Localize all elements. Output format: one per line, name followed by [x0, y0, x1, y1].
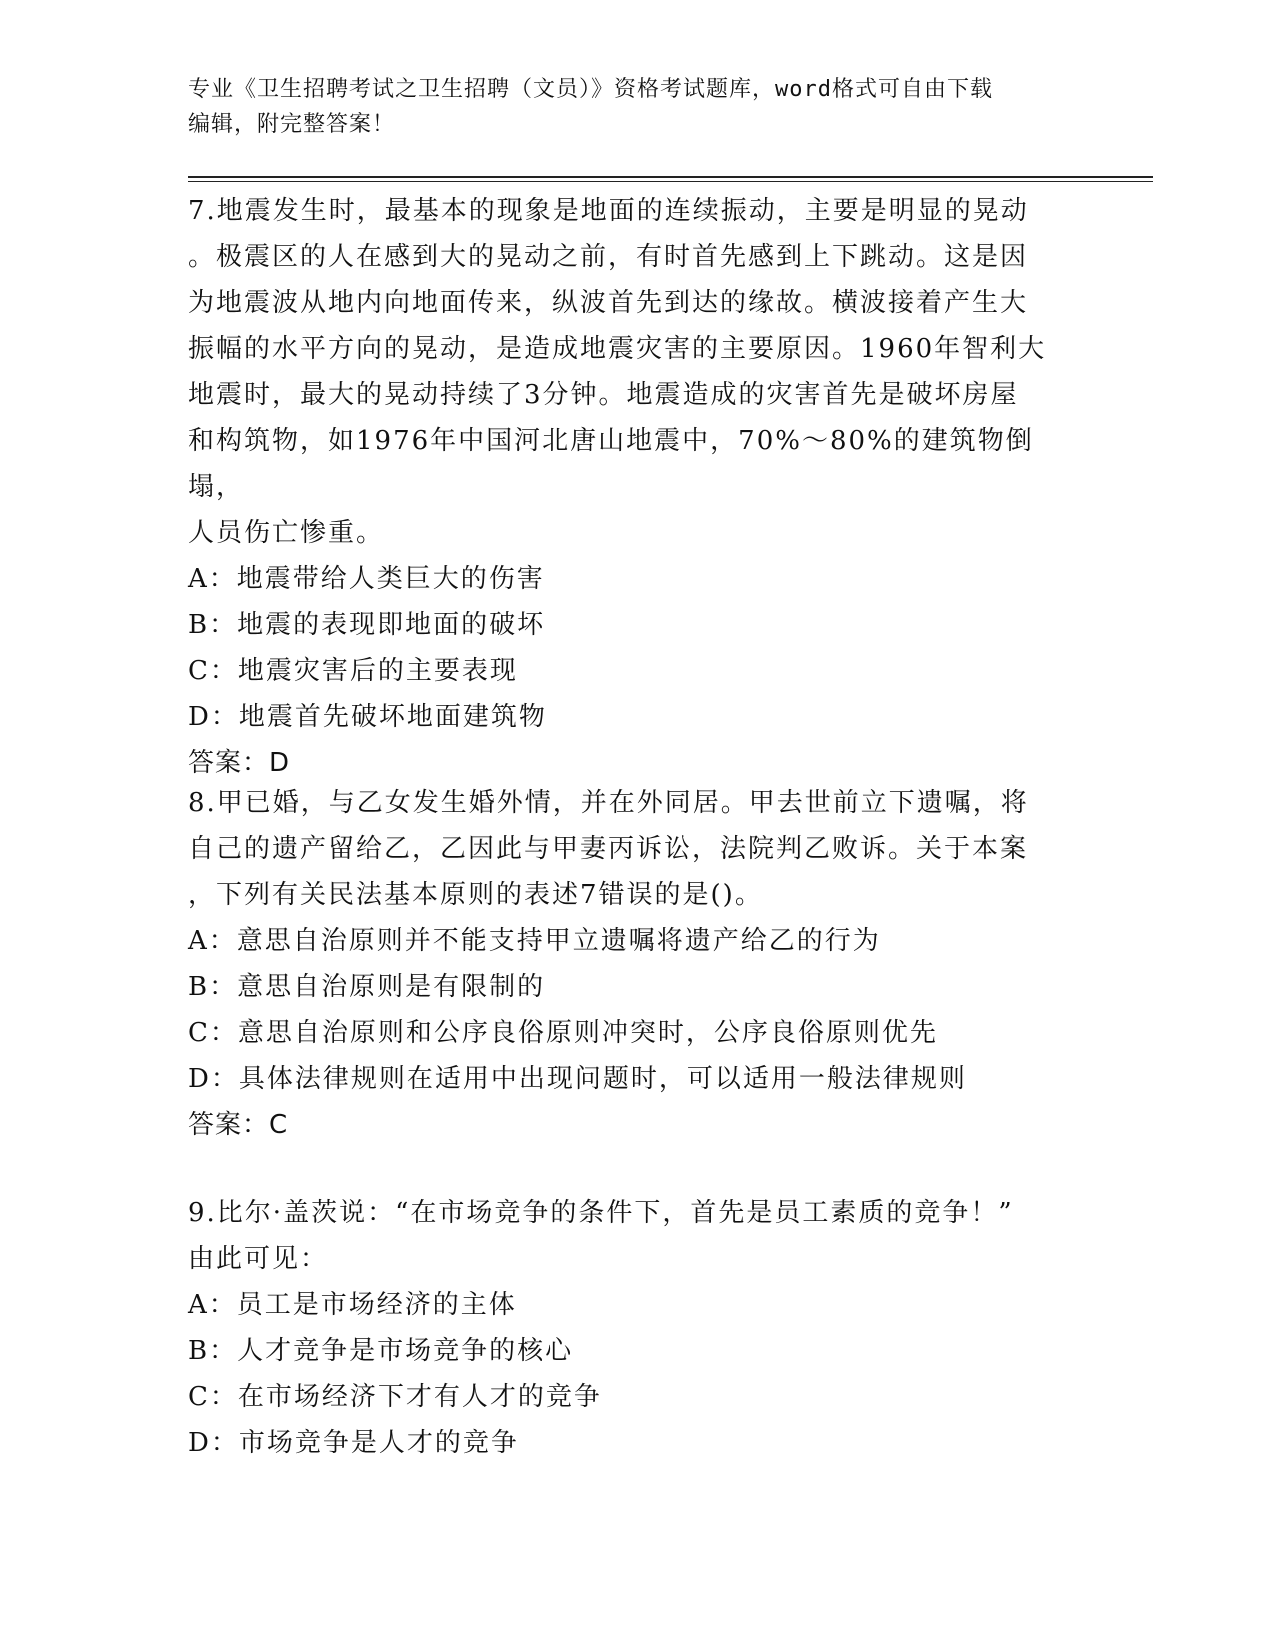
option-a: A：员工是市场经济的主体 [188, 1290, 517, 1320]
option-c: C：意思自治原则和公序良俗原则冲突时，公序良俗原则优先 [188, 1018, 938, 1048]
stem-line: 地震时，最大的晃动持续了3分钟。地震造成的灾害首先是破坏房屋 [188, 380, 1019, 410]
option-d: D：市场竞争是人才的竞争 [188, 1428, 519, 1458]
question-8 [188, 780, 1068, 1148]
option-a: A：意思自治原则并不能支持甲立遗嘱将遗产给乙的行为 [188, 926, 881, 956]
option-c: C：地震灾害后的主要表现 [188, 656, 518, 686]
stem-line: 人员伤亡惨重。 [188, 518, 385, 548]
option-b: B：意思自治原则是有限制的 [188, 972, 546, 1002]
option-b: B：地震的表现即地面的破坏 [188, 610, 546, 640]
question-7 [188, 188, 1068, 786]
stem-line: 为地震波从地内向地面传来，纵波首先到达的缘故。横波接着产生大 [188, 288, 1029, 318]
question-stem [188, 780, 1068, 918]
option-b: B：人才竞争是市场竞争的核心 [188, 1336, 574, 1366]
option-d: D：地震首先破坏地面建筑物 [188, 702, 547, 732]
stem-line: 。极震区的人在感到大的晃动之前，有时首先感到上下跳动。这是因 [188, 242, 1029, 272]
question-9 [188, 1190, 1068, 1466]
stem-line: ，下列有关民法基本原则的表述7错误的是()。 [188, 880, 763, 910]
stem-line: 振幅的水平方向的晃动，是造成地震灾害的主要原因。1960年智利大 [188, 334, 1047, 364]
header-line-1: 专业《卫生招聘考试之卫生招聘（文员）》资格考试题库，word格式可自由下载 [188, 77, 993, 102]
stem-line: 和构筑物，如1976年中国河北唐山地震中，70%～80%的建筑物倒塌， [188, 426, 1034, 502]
answer: 答案：C [188, 1110, 289, 1140]
question-stem [188, 188, 1068, 556]
stem-line: 7.地震发生时，最基本的现象是地面的连续振动，主要是明显的晃动 [188, 196, 1029, 226]
header-line-2: 编辑，附完整答案！ [188, 112, 396, 137]
option-c: C：在市场经济下才有人才的竞争 [188, 1382, 602, 1412]
option-a: A：地震带给人类巨大的伤害 [188, 564, 545, 594]
header-divider-thick [188, 176, 1153, 178]
answer: 答案：D [188, 748, 291, 778]
stem-line: 由此可见： [188, 1244, 329, 1274]
header-divider-thin [188, 181, 1153, 182]
stem-line: 自己的遗产留给乙，乙因此与甲妻丙诉讼，法院判乙败诉。关于本案 [188, 834, 1029, 864]
question-stem [188, 1190, 1068, 1282]
stem-line: 9.比尔·盖茨说：“在市场竞争的条件下，首先是员工素质的竞争！” [188, 1198, 1014, 1228]
option-d: D：具体法律规则在适用中出现问题时，可以适用一般法律规则 [188, 1064, 967, 1094]
stem-line: 8.甲已婚，与乙女发生婚外情，并在外同居。甲去世前立下遗嘱，将 [188, 788, 1029, 818]
document-header [188, 72, 1088, 142]
